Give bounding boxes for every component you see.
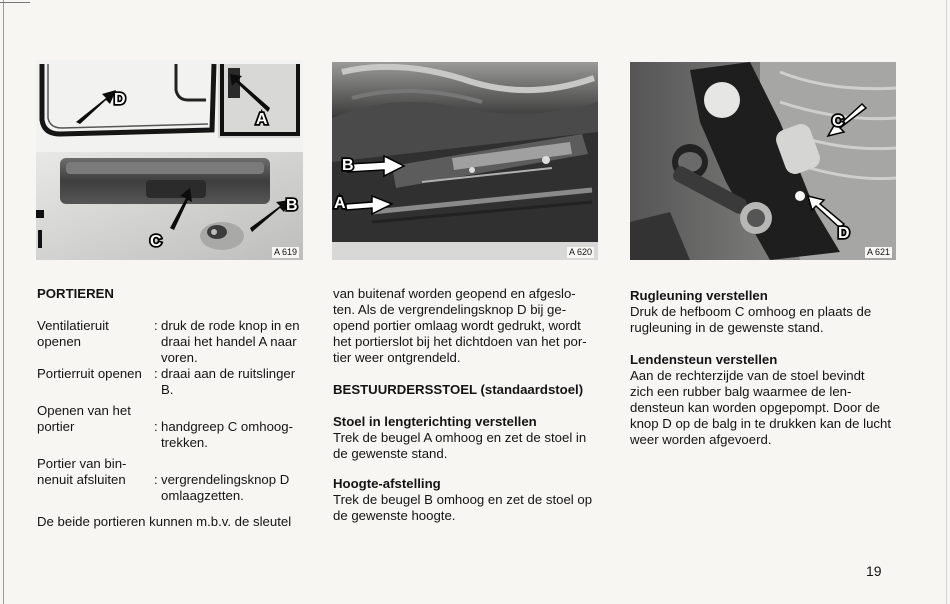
figure-door-controls	[36, 60, 303, 260]
definition-term	[37, 403, 154, 451]
page-edge	[946, 0, 947, 604]
closing-text: De beide portieren kunnen m.b.v. de sleutel	[37, 514, 292, 529]
section-heading: BESTUURDERSSTOEL (standaardstoel)	[333, 382, 584, 397]
term-line: Portierruit openen	[37, 366, 142, 381]
definition-desc: : vergrendelingsknop D omlaagzetten.	[154, 472, 290, 503]
term-line: Ventilatieruit	[37, 318, 109, 333]
desc-line: voren.	[161, 350, 198, 365]
body-line: zich een rubber balg waarmee de len-	[630, 384, 852, 399]
figure-label: C	[832, 113, 844, 130]
figure-label: A	[334, 195, 346, 212]
figure-ref: A 621	[866, 247, 890, 257]
body-line: weer worden afgevoerd.	[630, 432, 772, 447]
body-line: ten. Als de vergrendelingsknop D bij ge-	[333, 302, 567, 317]
term-line: nenuit afsluiten	[37, 472, 126, 487]
figure-label: C	[150, 233, 162, 250]
body-line: Druk de hefboom C omhoog en plaats de	[630, 304, 872, 319]
body-line: van buitenaf worden geopend en afgeslo-	[333, 286, 576, 301]
definition-desc: : druk de rode knop in en draai het handel A naar voren.	[154, 318, 300, 365]
desc-line: draai aan de ruitslinger	[161, 366, 296, 381]
desc-line: handgreep C omhoog-	[161, 419, 293, 434]
page-edge-mark	[0, 2, 30, 3]
figure-label: D	[114, 91, 126, 108]
backrest-lever-photo	[630, 62, 896, 260]
subsection-title: Lendensteun verstellen	[630, 352, 778, 367]
body-line: de gewenste hoogte.	[333, 508, 456, 523]
page-number: 19	[866, 563, 882, 579]
term-line: Portier van bin-	[37, 456, 127, 471]
subsection-title: Stoel in lengterichting verstellen	[333, 414, 537, 429]
desc-line: draai het handel A naar	[161, 334, 297, 349]
door-controls-photo	[36, 60, 303, 260]
figure-ref: A 619	[273, 247, 297, 257]
desc-line: vergrendelingsknop D	[161, 472, 290, 487]
column-middle	[333, 286, 598, 524]
subsection-title: Hoogte-afstelling	[333, 476, 441, 491]
figure-backrest-lumbar	[630, 62, 896, 260]
definition-term	[37, 366, 154, 398]
figure-label: B	[286, 197, 298, 214]
seat-rails-photo	[332, 62, 598, 260]
figure-seat-adjustment	[332, 62, 598, 260]
body-line: Trek de beugel B omhoog en zet de stoel op	[333, 492, 593, 507]
body-line: tier weer ontgrendeld.	[333, 350, 461, 365]
term-line: portier	[37, 419, 75, 434]
desc-line: druk de rode knop in en	[161, 318, 300, 333]
subsection-title: Rugleuning verstellen	[630, 288, 768, 303]
page-edge	[3, 0, 4, 604]
desc-line: B.	[161, 382, 174, 397]
term-line: Openen van het	[37, 403, 131, 418]
body-line: Aan de rechterzijde van de stoel bevindt	[630, 368, 865, 383]
body-line: de gewenste stand.	[333, 446, 448, 461]
figure-label: D	[838, 225, 850, 242]
body-line: knop D op de balg in te drukken kan de lucht	[630, 416, 891, 431]
body-line: densteun kan worden opgepompt. Door de	[630, 400, 881, 415]
definition-row	[37, 403, 307, 451]
figure-label: A	[256, 111, 268, 128]
definition-term	[37, 456, 154, 504]
column-right	[630, 288, 895, 448]
column-left	[37, 286, 307, 530]
definition-row	[37, 456, 307, 504]
body-line: Trek de beugel A omhoog en zet de stoel in	[333, 430, 587, 445]
body-line: rugleuning in de gewenste stand.	[630, 320, 824, 335]
desc-line: omlaagzetten.	[161, 488, 244, 503]
definition-row	[37, 318, 307, 366]
definition-desc: : draai aan de ruitslinger B.	[154, 366, 296, 397]
body-line: opend portier omlaag wordt gedrukt, wordt	[333, 318, 581, 333]
desc-line: trekken.	[161, 435, 208, 450]
section-heading: PORTIEREN	[37, 286, 114, 301]
definition-term	[37, 318, 154, 366]
figure-ref: A 620	[568, 247, 592, 257]
figure-label: B	[342, 157, 354, 174]
definition-row	[37, 366, 307, 398]
body-line: het portierslot bij het dichtdoen van het por-	[333, 334, 587, 349]
definition-desc: : handgreep C omhoog- trekken.	[154, 419, 293, 450]
term-line: openen	[37, 334, 82, 349]
